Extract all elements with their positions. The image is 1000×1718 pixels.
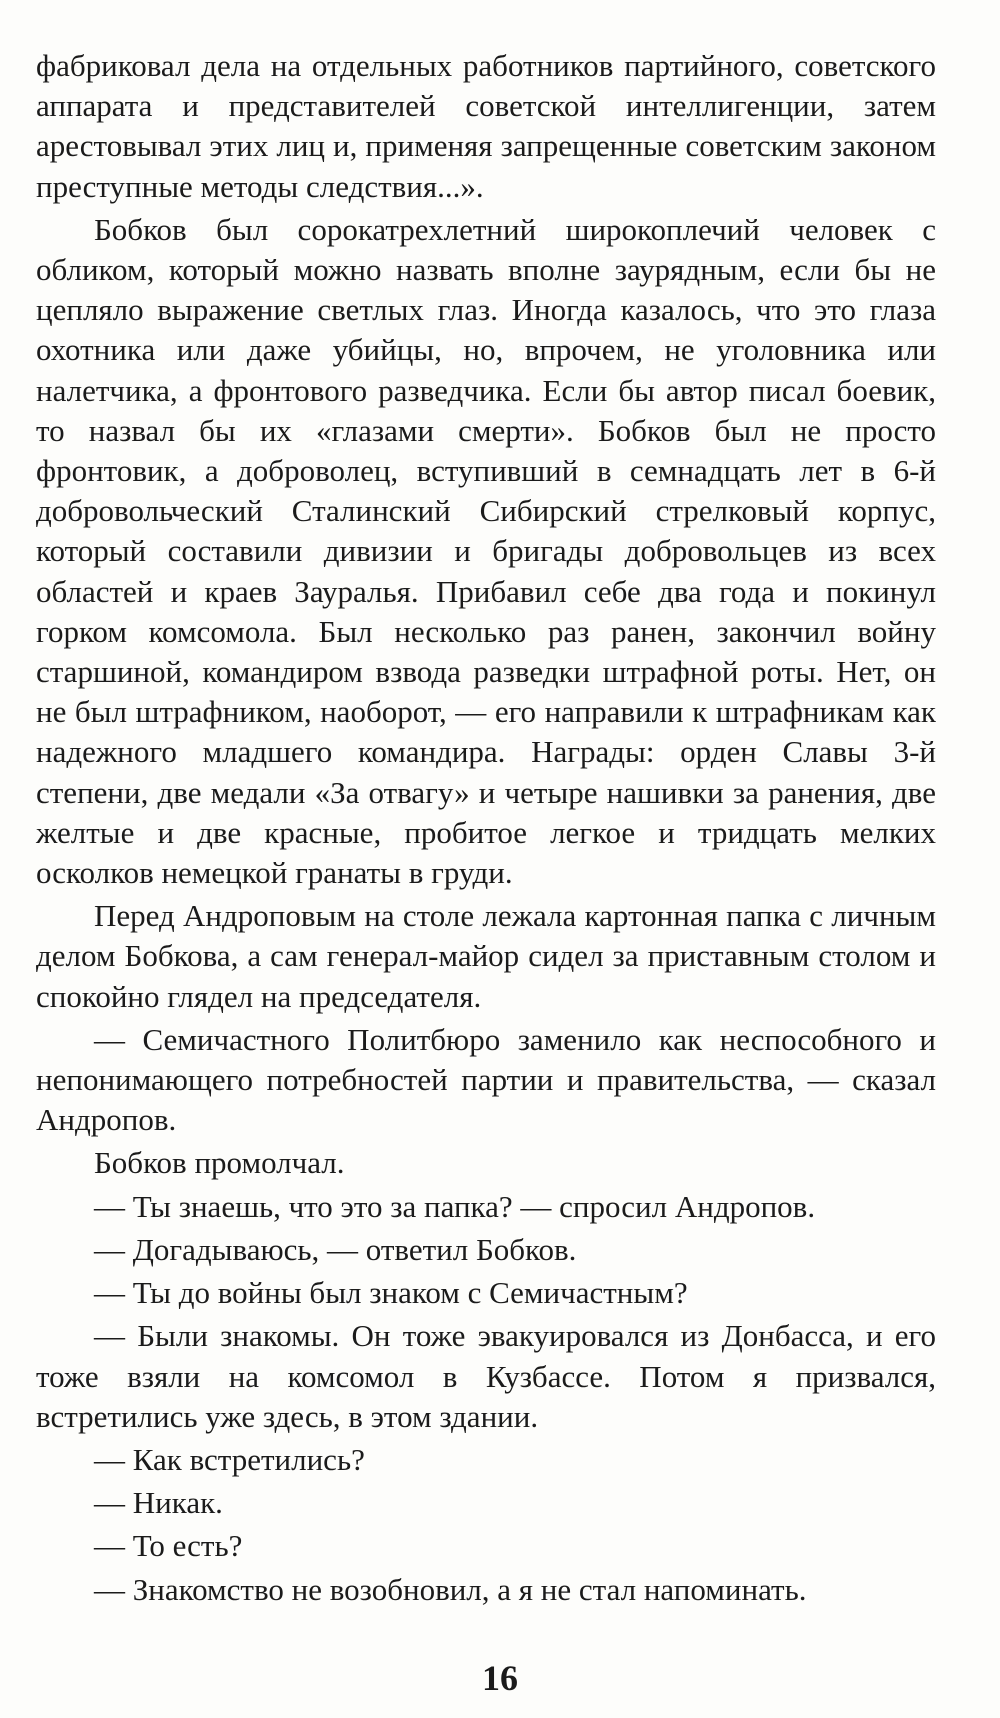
paragraph-2: Бобков был сорокатрехлетний широкоплечий человек с обликом, который можно назвать вполне заурядным, если бы не цепляло выражение светлых глаз. Иногда казалось, что это глаза охотника или даже убийцы, но, впрочем, не уголовника или налетчика, а фронтового разведчика. Если бы автор писал боевик, то назвал бы их «глазами смерти». Бобков был не просто фронтовик, а доброволец, вступивший в семнадцать лет в 6-й добровольческий Сталинский Сибирский стрелковый корпус, который составили дивизии и бригады добровольцев из всех областей и краев Зауралья. Прибавил себе два года и покинул горком комсомола. Был несколько раз ранен, закончил войну старшиной, командиром взвода разведки штрафной роты. Нет, он не был штрафником, наоборот, — его направили к штрафникам как надежного младшего командира. Награды: орден Славы 3-й степени, две медали «За отвагу» и четыре нашивки за ранения, две желтые и две красные, пробитое легкое и тридцать мелких осколков немецкой гранаты в груди. bbox=[36, 211, 936, 891]
paragraph-4: — Семичастного Политбюро заменило как неспособного и непонимающего потребностей партии и правительства, — сказал Андропов. bbox=[36, 1021, 936, 1138]
paragraph-6: — Ты знаешь, что это за папка? — спросил Андропов. bbox=[94, 1188, 816, 1224]
paragraph-13: — Знакомство не возобновил, а я не стал напоминать. bbox=[94, 1571, 807, 1607]
paragraph-1: фабриковал дела на отдельных работников партийного, советского аппарата и представителей советской интеллигенции, затем арестовывал этих лиц и, применяя запрещенные советским законом преступные методы следствия...». bbox=[36, 48, 936, 204]
paragraph-8: — Ты до войны был знаком с Семичастным? bbox=[94, 1275, 688, 1311]
paragraph-7: — Догадываюсь, — ответил Бобков. bbox=[94, 1231, 577, 1267]
paragraph-5: Бобков промолчал. bbox=[94, 1145, 345, 1181]
paragraph-3: Перед Андроповым на столе лежала картонная папка с личным делом Бобкова, а сам генерал-майор сидел за приставным столом и спокойно глядел на председателя. bbox=[36, 898, 936, 1014]
body-text bbox=[36, 46, 936, 1613]
paragraph-12: — То есть? bbox=[94, 1528, 243, 1564]
paragraph-9: — Были знакомы. Он тоже эвакуировался из Донбасса, и его тоже взяли на комсомол в Кузбассе. Потом я призвался, встретились уже здесь, в этом здании. bbox=[36, 1318, 936, 1434]
paragraph-11: — Никак. bbox=[94, 1485, 223, 1521]
page-number: 16 bbox=[482, 1658, 518, 1698]
paragraph-10: — Как встретились? bbox=[94, 1441, 365, 1477]
